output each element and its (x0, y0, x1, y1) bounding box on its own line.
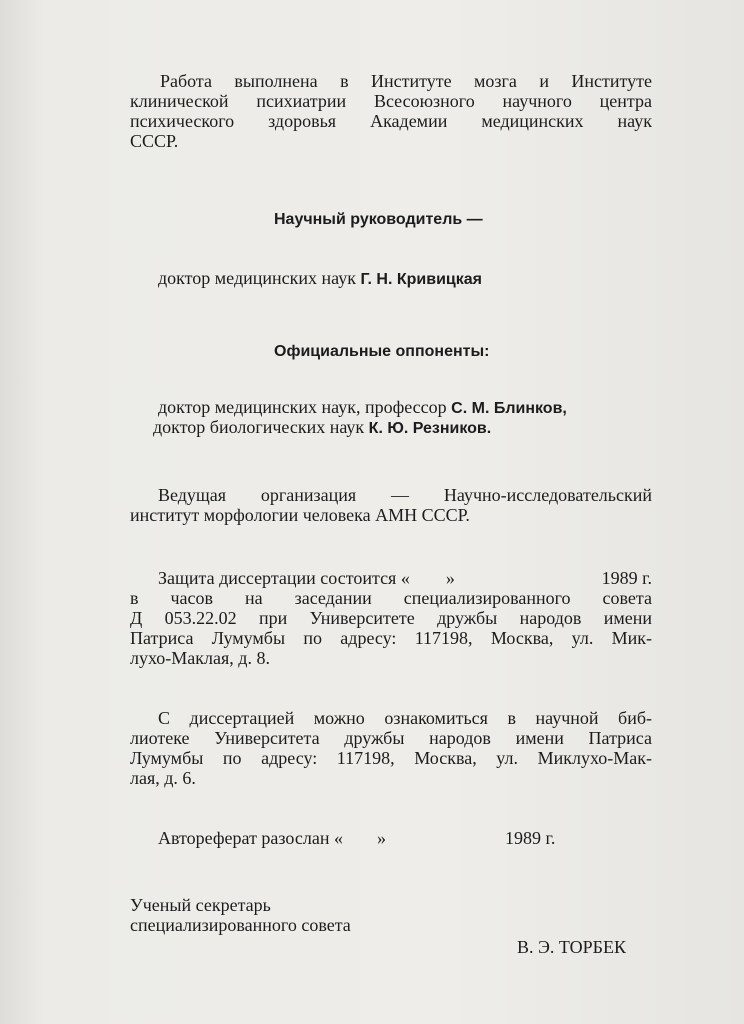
defense-line-5: лухо-Маклая, д. 8. (130, 648, 270, 668)
sent-line (158, 828, 386, 848)
opponent-1-title: доктор медицинских наук, профессор (158, 397, 447, 417)
library-line-2: лиотеке Университета дружбы народов имени Патриса (130, 728, 652, 748)
secretary-title-line-2: специализированного совета (130, 915, 351, 935)
library-line-3: Лумумбы по адресу: 117198, Москва, ул. Миклухо-Мак- (130, 748, 652, 768)
institution-line-3: психического здоровья Академии медицинских наук (130, 111, 652, 131)
library-paragraph (130, 708, 652, 768)
sent-close: » (376, 828, 386, 848)
opponent-2-title: доктор биологических наук (153, 417, 365, 437)
library-line-1: С диссертацией можно ознакомиться в научной биб- (158, 708, 652, 728)
defense-year: 1989 г. (601, 568, 652, 588)
supervisor-heading: Научный руководитель — (274, 211, 483, 228)
leading-org-line-2: институт морфологии человека АМН СССР. (130, 505, 470, 525)
defense-line-3: Д 053.22.02 при Университете дружбы народов имени (130, 608, 652, 628)
opponent-2-name: К. Ю. Резников. (368, 420, 492, 437)
supervisor-title: доктор медицинских наук (158, 268, 356, 288)
secretary-title-line-1: Ученый секретарь (130, 895, 271, 915)
institution-paragraph (130, 71, 652, 131)
sent-start: Автореферат разослан « (158, 828, 343, 848)
defense-line-1 (158, 568, 652, 588)
library-line-4: лая, д. 6. (130, 768, 196, 788)
defense-line-4: Патриса Лумумбы по адресу: 117198, Москва, ул. Мик- (130, 628, 652, 648)
institution-line-1: Работа выполнена в Институте мозга и Институте (160, 71, 652, 91)
sent-year: 1989 г. (505, 828, 556, 848)
leading-org-line-1: Ведущая организация — Научно-исследовательский (158, 485, 652, 505)
institution-line-2: клинической психиатрии Всесоюзного научного центра (130, 91, 652, 111)
opponent-1-name: С. М. Блинков, (451, 400, 567, 417)
institution-line-4: СССР. (130, 131, 179, 151)
defense-line-1-close: » (445, 568, 455, 588)
opponent-1 (158, 397, 567, 419)
supervisor-name: Г. Н. Кривицкая (360, 271, 482, 288)
supervisor-line (158, 268, 482, 290)
opponents-heading: Официальные оппоненты: (274, 343, 490, 360)
secretary-title (130, 895, 351, 935)
secretary-name: В. Э. ТОРБЕК (517, 937, 626, 957)
defense-line-2: в часов на заседании специализированного совета (130, 588, 652, 608)
opponent-2 (153, 417, 491, 439)
defense-paragraph (130, 588, 652, 648)
defense-line-1-start: Защита диссертации состоится « (158, 568, 410, 588)
